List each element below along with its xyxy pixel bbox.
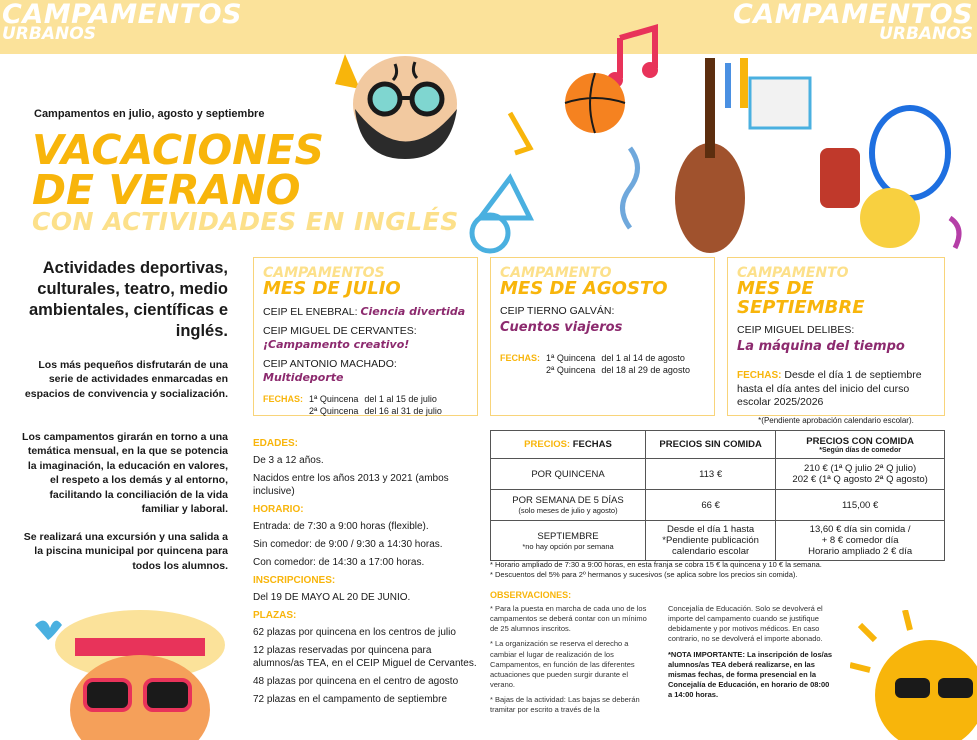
header-sub: *Según días de comedor bbox=[819, 446, 901, 454]
section-heading: PLAZAS: bbox=[253, 610, 297, 621]
table-header-row bbox=[491, 431, 945, 459]
fortnight-2: 2ª Quincena bbox=[309, 405, 359, 416]
sun-illustration bbox=[850, 610, 977, 740]
info-text: 62 plazas por quincena en los centros de julio bbox=[253, 627, 456, 638]
row-label-sub: (solo meses de julio y agosto) bbox=[518, 506, 618, 515]
date-range-1: del 1 al 14 de agosto bbox=[601, 353, 685, 364]
school-name: CEIP MIGUEL DE CERVANTES: bbox=[263, 325, 417, 338]
dates-block bbox=[263, 393, 468, 417]
brand-logo-left bbox=[2, 0, 243, 45]
dates-label: FECHAS: bbox=[737, 370, 782, 382]
date-range-col bbox=[601, 352, 690, 376]
price-line: calendario escolar bbox=[672, 546, 750, 557]
price-line: *Pendiente publicación bbox=[662, 535, 759, 546]
row-label bbox=[491, 490, 646, 521]
brand-line1: CAMPAMENTOS bbox=[732, 0, 973, 30]
header-label-precios: PRECIOS: bbox=[524, 439, 571, 450]
prices-table bbox=[490, 430, 945, 561]
observaciones-col-2 bbox=[668, 604, 833, 705]
box-heading-small: CAMPAMENTO bbox=[500, 265, 612, 281]
dates-block bbox=[737, 369, 935, 410]
intro-paragraph-1: Los más pequeños disfrutarán de una serie de actividades enmarcadas en espacios de convivencia y socialización. bbox=[24, 359, 228, 400]
school-name: CEIP MIGUEL DELIBES: bbox=[737, 323, 855, 336]
intro-paragraph-2: Los campamentos girarán en torno a una temática mensual, en la que se potencia la imaginación, la educación en valores, el respeto a los demás y al entorno, facilitando la conciliación de la vida familiar y laboral. bbox=[22, 431, 228, 516]
dates-block bbox=[500, 352, 705, 376]
fortnight-1: 1ª Quincena bbox=[309, 393, 359, 404]
row-price-con bbox=[776, 459, 945, 490]
camp-theme: La máquina del tiempo bbox=[737, 338, 905, 354]
header-label-con: PRECIOS CON COMIDA bbox=[806, 435, 914, 447]
row-label-main: POR SEMANA DE 5 DÍAS bbox=[512, 495, 624, 506]
intro-lead: Actividades deportivas, culturales, teatro, medio ambientales, científicas e inglés. bbox=[28, 259, 228, 341]
fortnight-2: 2ª Quincena bbox=[546, 365, 596, 376]
observation: Concejalía de Educación. Solo se devolverá el importe del campamento cuando se justifique debidamente y por motivos médicos. En caso contrario, no se devolverá el importe abonado. bbox=[668, 604, 823, 644]
section-heading: HORARIO: bbox=[253, 504, 304, 515]
row-price-sin: 113 € bbox=[646, 459, 776, 490]
fortnight-1: 1ª Quincena bbox=[546, 353, 596, 364]
row-price-con bbox=[776, 521, 945, 561]
price-line: + 8 € comedor día bbox=[821, 535, 899, 546]
row-price-con: 115,00 € bbox=[776, 490, 945, 521]
section-heading: EDADES: bbox=[253, 438, 299, 449]
observaciones-heading: OBSERVACIONES: bbox=[490, 590, 572, 600]
row-price-sin: 66 € bbox=[646, 490, 776, 521]
dates-label: FECHAS: bbox=[263, 393, 303, 404]
info-text: 12 plazas reservadas por quincena para alumnos/as TEA, en el CEIP Miguel de Cervantes. bbox=[253, 645, 477, 669]
brand-line2: URBANOS bbox=[2, 24, 96, 45]
box-heading-small: CAMPAMENTOS bbox=[263, 265, 385, 281]
camp-theme: Multideporte bbox=[263, 371, 344, 385]
header-fechas bbox=[491, 431, 646, 459]
observation: * Bajas de la actividad: Las bajas se deberán tramitar por escrito a través de la bbox=[490, 695, 640, 715]
info-text: 48 plazas por quincena en el centro de agosto bbox=[253, 676, 459, 687]
page-title-line1: VACACIONES bbox=[32, 126, 325, 174]
info-text: 72 plazas en el campamento de septiembre bbox=[253, 694, 448, 705]
instruments-illustration bbox=[440, 18, 977, 268]
july-camp-box bbox=[253, 257, 478, 416]
date-range-2: del 16 al 31 de julio bbox=[364, 405, 442, 416]
box-heading-small: CAMPAMENTO bbox=[737, 265, 849, 281]
observation: * Para la puesta en marcha de cada uno de los campamentos se deberá contar con un mínimo de 25 alumnos inscritos. bbox=[490, 604, 647, 634]
header-sin-comida: PRECIOS SIN COMIDA bbox=[646, 431, 776, 459]
box-heading: MES DE JULIO bbox=[263, 278, 401, 299]
dates-label: FECHAS: bbox=[500, 353, 540, 364]
box-heading: MES DE AGOSTO bbox=[500, 278, 668, 299]
date-range-1: del 1 al 15 de julio bbox=[364, 393, 437, 404]
date-range-col bbox=[364, 393, 442, 417]
observaciones-col-1 bbox=[490, 604, 655, 720]
august-camp-box bbox=[490, 257, 715, 416]
fortnight-col bbox=[309, 393, 358, 417]
info-column bbox=[253, 434, 479, 711]
row-label-main: SEPTIEMBRE bbox=[537, 530, 599, 542]
row-label bbox=[491, 521, 646, 561]
price-line: Desde el día 1 hasta bbox=[667, 524, 755, 535]
brand-line2: URBANOS bbox=[879, 24, 973, 45]
table-row bbox=[491, 490, 945, 521]
dates-text: Desde el día 1 de septiembre hasta el día antes del inicio del curso escolar 2025/2026 bbox=[737, 369, 922, 409]
price-line: 202 € (1ª Q agosto 2ª Q agosto) bbox=[792, 474, 928, 485]
info-text: Del 19 DE MAYO AL 20 DE JUNIO. bbox=[253, 592, 411, 603]
info-text: De 3 a 12 años. bbox=[253, 455, 324, 466]
row-label: POR QUINCENA bbox=[491, 459, 646, 490]
school-name: CEIP EL ENEBRAL: bbox=[263, 305, 358, 318]
price-line: 210 € (1ª Q julio 2ª Q julio) bbox=[804, 463, 917, 474]
school-name: CEIP TIERNO GALVÁN: bbox=[500, 304, 615, 317]
table-note: * Descuentos del 5% para 2º hermanos y sucesivos (se aplica sobre los precios sin comida). bbox=[490, 570, 798, 580]
observation: * La organización se reserva el derecho a cambiar el lugar de realización de los Campamentos, en función de las diferentes actuaciones que pueden surgir durante el verano. bbox=[490, 639, 635, 689]
school-name: CEIP ANTONIO MACHADO: bbox=[263, 357, 397, 370]
info-text: Sin comedor: de 9:00 / 9:30 a 14:30 horas. bbox=[253, 539, 443, 550]
calendar-note: *(Pendiente aprobación calendario escolar). bbox=[758, 416, 914, 426]
camp-theme: Cuentos viajeros bbox=[500, 320, 623, 336]
price-line: 13,60 € día sin comida / bbox=[809, 524, 911, 535]
table-note: * Horario ampliado de 7:30 a 9:00 horas, en esta franja se cobra 15 € la quincena y 10 € la semana. bbox=[490, 560, 822, 569]
table-notes bbox=[490, 560, 945, 580]
info-text: Entrada: de 7:30 a 9:00 horas (flexible). bbox=[253, 521, 429, 532]
page-title-line2: DE VERANO bbox=[32, 166, 301, 214]
row-price-sin bbox=[646, 521, 776, 561]
kicker-text: Campamentos en julio, agosto y septiembre bbox=[34, 108, 265, 120]
price-line: Horario ampliado 2 € día bbox=[808, 546, 913, 557]
table-row bbox=[491, 459, 945, 490]
camp-theme: ¡Campamento creativo! bbox=[263, 338, 410, 352]
box-heading: MES DE SEPTIEMBRE bbox=[737, 278, 865, 318]
section-heading: INSCRIPCIONES: bbox=[253, 575, 336, 586]
brand-line1: CAMPAMENTOS bbox=[2, 0, 243, 30]
important-note: *NOTA IMPORTANTE: La inscripción de los/as alumnos/as TEA deberá realizarse, en las mismas fechas, de forma presencial en la Concejalía de Educación, en horario de 08:00 a 14:00 horas. bbox=[668, 649, 833, 699]
fortnight-col bbox=[546, 352, 595, 376]
row-label-sub: *no hay opción por semana bbox=[522, 541, 614, 551]
info-text: Con comedor: de 14:30 a 17:00 horas. bbox=[253, 557, 425, 568]
table-row bbox=[491, 521, 945, 561]
header-con-comida bbox=[776, 431, 945, 459]
intro-paragraph-3: Se realizará una excursión y una salida a la piscina municipal por quincena para todos los alumnos. bbox=[23, 531, 228, 572]
girl-hat-illustration bbox=[30, 600, 230, 740]
school-line bbox=[263, 305, 468, 319]
info-text: Nacidos entre los años 2013 y 2021 (ambos inclusive) bbox=[253, 473, 449, 497]
page-subtitle: CON ACTIVIDADES EN INGLÉS bbox=[32, 207, 459, 236]
september-camp-box bbox=[727, 257, 945, 426]
date-range-2: del 18 al 29 de agosto bbox=[601, 365, 690, 376]
header-label-fechas: FECHAS bbox=[572, 439, 612, 450]
camp-theme: Ciencia divertida bbox=[360, 304, 466, 318]
